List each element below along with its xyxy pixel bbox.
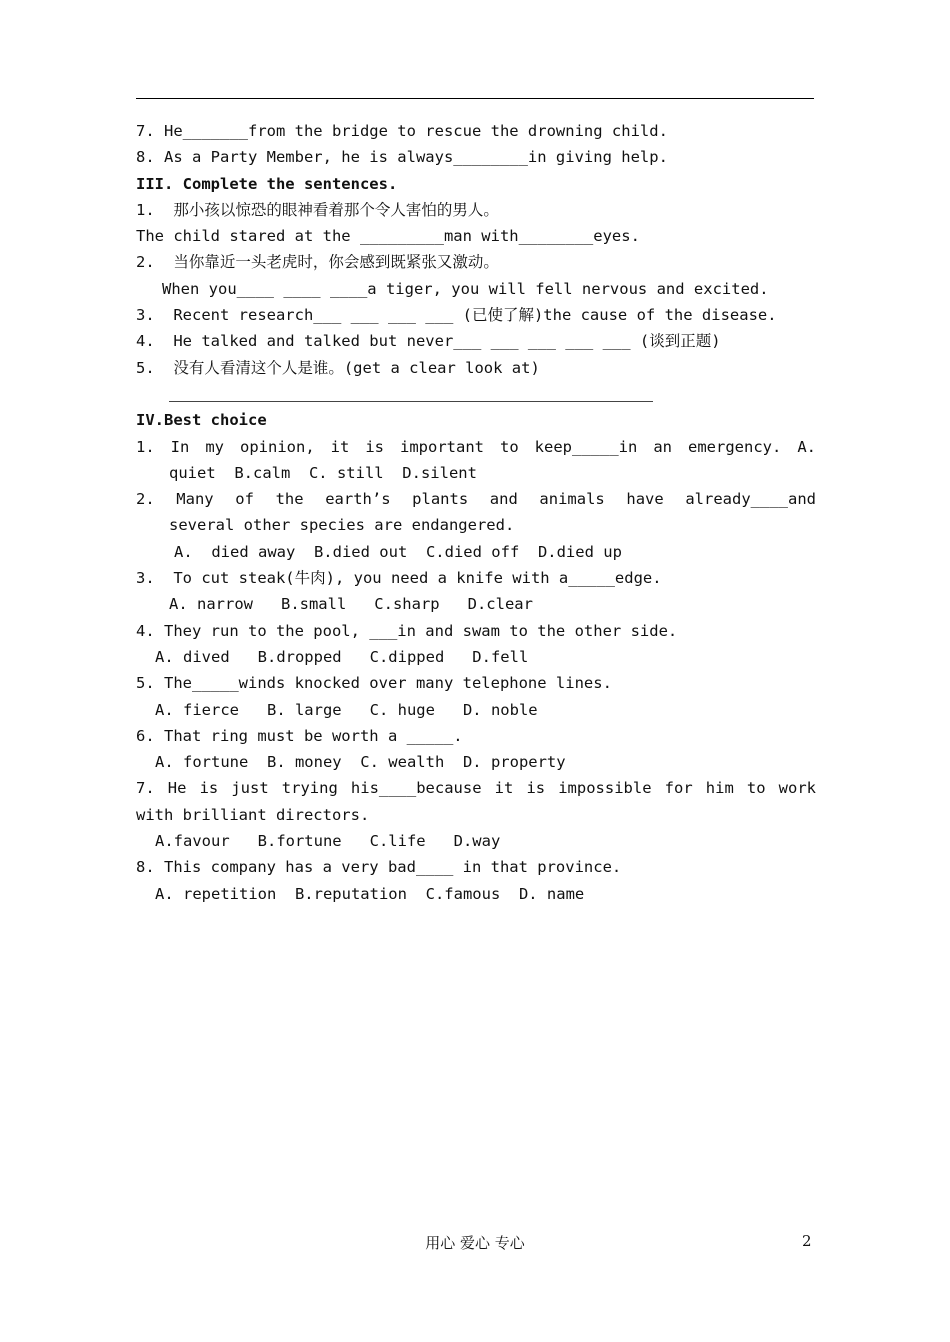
section-heading: IV.Best choice <box>136 411 267 430</box>
exercise-line: 6. That ring must be worth a _____. <box>136 726 463 745</box>
exercise-line: with brilliant directors. <box>136 805 370 824</box>
exercise-line: 5. The_____winds knocked over many telephone lines. <box>136 674 612 693</box>
exercise-line: 8. As a Party Member, he is always________in giving help. <box>136 148 668 167</box>
exercise-line: 7. He_______from the bridge to rescue the drowning child. <box>136 122 668 140</box>
header-rule <box>136 98 814 99</box>
exercise-line: 8. This company has a very bad____ in that province. <box>136 858 622 877</box>
exercise-line: several other species are endangered. <box>169 516 515 535</box>
choice-options: A. fortune B. money C. wealth D. property <box>155 753 566 772</box>
choice-options: quiet B.calm C. still D.silent <box>169 463 477 482</box>
exercise-line: 2. 当你靠近一头老虎时，你会感到既紧张又激动。 <box>136 253 499 272</box>
exercise-line: 1. 那小孩以惊恐的眼神看着那个令人害怕的男人。 <box>136 200 499 219</box>
exercise-line: 5. 没有人看清这个人是谁。(get a clear look at) <box>136 358 540 377</box>
exercise-line: 3. Recent research___ ___ ___ ___ (已使了解)the cause of the disease. <box>136 306 777 325</box>
exercise-line: When you____ ____ ____a tiger, you will fell nervous and excited. <box>162 279 769 298</box>
exercise-line: 7. He is just trying his____because it is impossible for him to work <box>136 779 816 798</box>
worksheet-body <box>136 118 816 907</box>
choice-options: A. narrow B.small C.sharp D.clear <box>169 595 533 614</box>
exercise-line: 1. In my opinion, it is important to keep_____in an emergency. A. <box>136 437 816 456</box>
section-heading: III. Complete the sentences. <box>136 174 398 193</box>
choice-options: A. dived B.dropped C.dipped D.fell <box>155 647 529 666</box>
exercise-line: 2. Many of the earth’s plants and animals have already____and <box>136 490 816 509</box>
exercise-line: The child stared at the _________man with________eyes. <box>136 227 640 246</box>
exercise-line: 4. They run to the pool, ___in and swam to the other side. <box>136 621 678 640</box>
choice-options: A. fierce B. large C. huge D. noble <box>155 700 538 719</box>
exercise-line: 3. To cut steak(牛肉), you need a knife with a_____edge. <box>136 569 662 588</box>
page-footer: 用心 爱心 专心 <box>425 1234 525 1252</box>
choice-options: A. died away B.died out C.died off D.died up <box>174 542 622 561</box>
choice-options: A.favour B.fortune C.life D.way <box>155 832 501 851</box>
exercise-line: 4. He talked and talked but never___ ___ ___ ___ ___ (谈到正题) <box>136 332 721 351</box>
page-number: 2 <box>802 1232 812 1250</box>
answer-blank-line <box>136 381 816 407</box>
choice-options: A. repetition B.reputation C.famous D. name <box>155 884 585 903</box>
